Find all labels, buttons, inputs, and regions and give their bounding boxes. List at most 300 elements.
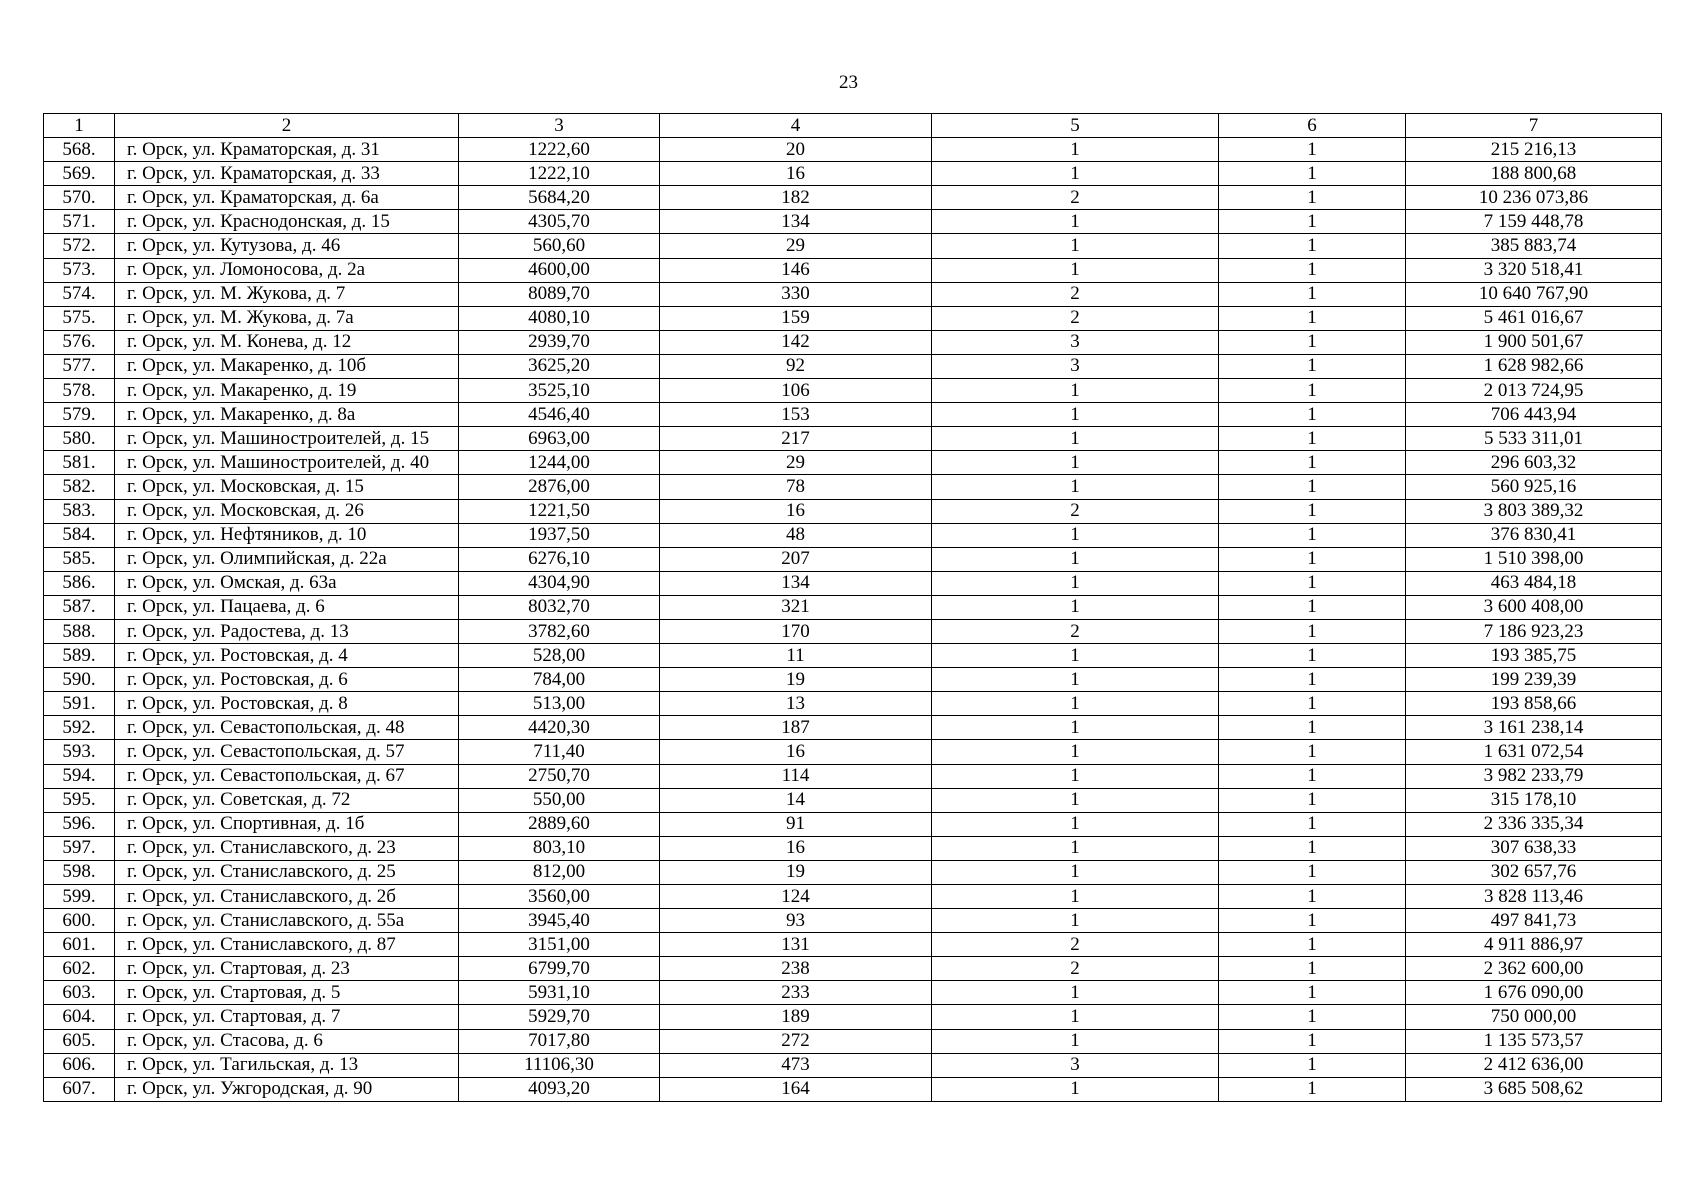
table-row	[44, 1005, 1662, 1029]
cell-area: 4304,90	[459, 571, 660, 595]
cell-col-5: 1	[932, 379, 1219, 403]
table-row	[44, 234, 1662, 258]
table-row	[44, 427, 1662, 451]
table-row	[44, 885, 1662, 909]
table-row	[44, 860, 1662, 884]
cell-col-5: 1	[932, 451, 1219, 475]
table-row	[44, 379, 1662, 403]
table-row	[44, 475, 1662, 499]
cell-row-number: 600.	[44, 909, 115, 933]
cell-col-6: 1	[1219, 716, 1406, 740]
cell-col-5: 1	[932, 885, 1219, 909]
cell-col-6: 1	[1219, 523, 1406, 547]
cell-amount: 5 461 016,67	[1406, 306, 1662, 330]
cell-amount: 2 412 636,00	[1406, 1053, 1662, 1077]
cell-amount: 3 685 508,62	[1406, 1077, 1662, 1101]
cell-amount: 1 135 573,57	[1406, 1029, 1662, 1053]
cell-col-6: 1	[1219, 692, 1406, 716]
cell-col-6: 1	[1219, 1053, 1406, 1077]
cell-col-6: 1	[1219, 162, 1406, 186]
cell-col-5: 1	[932, 692, 1219, 716]
cell-row-number: 597.	[44, 836, 115, 860]
cell-amount: 3 161 238,14	[1406, 716, 1662, 740]
cell-row-number: 598.	[44, 860, 115, 884]
cell-col-6: 1	[1219, 1029, 1406, 1053]
cell-col-5: 1	[932, 162, 1219, 186]
cell-col-6: 1	[1219, 933, 1406, 957]
cell-area: 1244,00	[459, 451, 660, 475]
cell-amount: 3 320 518,41	[1406, 258, 1662, 282]
cell-col-6: 1	[1219, 186, 1406, 210]
cell-row-number: 604.	[44, 1005, 115, 1029]
column-header-4: 4	[660, 114, 932, 138]
cell-address: г. Орск, ул. Московская, д. 15	[115, 475, 459, 499]
table-row	[44, 644, 1662, 668]
cell-amount: 1 631 072,54	[1406, 740, 1662, 764]
cell-residents: 14	[660, 788, 932, 812]
cell-area: 8089,70	[459, 282, 660, 306]
cell-row-number: 599.	[44, 885, 115, 909]
cell-area: 2876,00	[459, 475, 660, 499]
cell-amount: 7 186 923,23	[1406, 619, 1662, 643]
cell-residents: 146	[660, 258, 932, 282]
cell-col-6: 1	[1219, 1077, 1406, 1101]
cell-row-number: 582.	[44, 475, 115, 499]
cell-col-6: 1	[1219, 451, 1406, 475]
cell-residents: 272	[660, 1029, 932, 1053]
column-header-6: 6	[1219, 114, 1406, 138]
table-row	[44, 547, 1662, 571]
cell-address: г. Орск, ул. Стартовая, д. 23	[115, 957, 459, 981]
table-row	[44, 812, 1662, 836]
table-row	[44, 403, 1662, 427]
table-row	[44, 306, 1662, 330]
cell-area: 550,00	[459, 788, 660, 812]
cell-col-5: 1	[932, 764, 1219, 788]
cell-residents: 330	[660, 282, 932, 306]
cell-col-5: 1	[932, 475, 1219, 499]
cell-amount: 3 600 408,00	[1406, 595, 1662, 619]
cell-col-5: 1	[932, 836, 1219, 860]
cell-residents: 114	[660, 764, 932, 788]
table-row	[44, 595, 1662, 619]
cell-residents: 92	[660, 354, 932, 378]
cell-amount: 2 336 335,34	[1406, 812, 1662, 836]
cell-address: г. Орск, ул. Кутузова, д. 46	[115, 234, 459, 258]
cell-row-number: 574.	[44, 282, 115, 306]
cell-residents: 124	[660, 885, 932, 909]
cell-area: 6963,00	[459, 427, 660, 451]
cell-amount: 3 803 389,32	[1406, 499, 1662, 523]
cell-address: г. Орск, ул. Краматорская, д. 6а	[115, 186, 459, 210]
table-row	[44, 957, 1662, 981]
cell-residents: 29	[660, 234, 932, 258]
cell-residents: 20	[660, 138, 932, 162]
cell-area: 1222,10	[459, 162, 660, 186]
cell-residents: 13	[660, 692, 932, 716]
cell-amount: 706 443,94	[1406, 403, 1662, 427]
table-header-row	[44, 114, 1662, 138]
table-row	[44, 162, 1662, 186]
cell-row-number: 586.	[44, 571, 115, 595]
cell-row-number: 607.	[44, 1077, 115, 1101]
cell-row-number: 583.	[44, 499, 115, 523]
cell-amount: 750 000,00	[1406, 1005, 1662, 1029]
cell-col-6: 1	[1219, 547, 1406, 571]
cell-residents: 233	[660, 981, 932, 1005]
cell-area: 5684,20	[459, 186, 660, 210]
cell-row-number: 581.	[44, 451, 115, 475]
cell-residents: 106	[660, 379, 932, 403]
cell-col-5: 3	[932, 1053, 1219, 1077]
cell-amount: 3 982 233,79	[1406, 764, 1662, 788]
cell-residents: 159	[660, 306, 932, 330]
table-row	[44, 1053, 1662, 1077]
cell-col-6: 1	[1219, 957, 1406, 981]
cell-address: г. Орск, ул. Машиностроителей, д. 40	[115, 451, 459, 475]
cell-area: 528,00	[459, 644, 660, 668]
cell-col-6: 1	[1219, 475, 1406, 499]
table-row	[44, 354, 1662, 378]
cell-area: 513,00	[459, 692, 660, 716]
cell-area: 784,00	[459, 668, 660, 692]
column-header-7: 7	[1406, 114, 1662, 138]
cell-col-6: 1	[1219, 981, 1406, 1005]
cell-row-number: 572.	[44, 234, 115, 258]
cell-amount: 188 800,68	[1406, 162, 1662, 186]
cell-address: г. Орск, ул. Тагильская, д. 13	[115, 1053, 459, 1077]
cell-col-5: 1	[932, 547, 1219, 571]
table-row	[44, 186, 1662, 210]
cell-col-5: 1	[932, 812, 1219, 836]
cell-amount: 4 911 886,97	[1406, 933, 1662, 957]
cell-residents: 153	[660, 403, 932, 427]
cell-address: г. Орск, ул. Макаренко, д. 10б	[115, 354, 459, 378]
cell-col-5: 1	[932, 1005, 1219, 1029]
table-row	[44, 571, 1662, 595]
cell-amount: 1 676 090,00	[1406, 981, 1662, 1005]
cell-area: 11106,30	[459, 1053, 660, 1077]
table-row	[44, 499, 1662, 523]
cell-col-5: 1	[932, 716, 1219, 740]
cell-row-number: 603.	[44, 981, 115, 1005]
cell-row-number: 573.	[44, 258, 115, 282]
cell-area: 8032,70	[459, 595, 660, 619]
cell-amount: 193 858,66	[1406, 692, 1662, 716]
cell-col-5: 2	[932, 933, 1219, 957]
cell-col-5: 1	[932, 138, 1219, 162]
cell-residents: 134	[660, 210, 932, 234]
table-row	[44, 836, 1662, 860]
cell-row-number: 580.	[44, 427, 115, 451]
cell-address: г. Орск, ул. Стасова, д. 6	[115, 1029, 459, 1053]
cell-address: г. Орск, ул. Севастопольская, д. 48	[115, 716, 459, 740]
cell-col-6: 1	[1219, 644, 1406, 668]
table-row	[44, 933, 1662, 957]
cell-col-6: 1	[1219, 619, 1406, 643]
column-header-3: 3	[459, 114, 660, 138]
cell-amount: 296 603,32	[1406, 451, 1662, 475]
cell-row-number: 601.	[44, 933, 115, 957]
cell-amount: 7 159 448,78	[1406, 210, 1662, 234]
cell-row-number: 602.	[44, 957, 115, 981]
table-row	[44, 138, 1662, 162]
cell-area: 5929,70	[459, 1005, 660, 1029]
cell-row-number: 569.	[44, 162, 115, 186]
cell-col-5: 1	[932, 740, 1219, 764]
cell-row-number: 576.	[44, 330, 115, 354]
cell-row-number: 595.	[44, 788, 115, 812]
cell-residents: 16	[660, 740, 932, 764]
page-number: 23	[839, 72, 858, 93]
cell-col-6: 1	[1219, 764, 1406, 788]
cell-address: г. Орск, ул. Нефтяников, д. 10	[115, 523, 459, 547]
cell-amount: 3 828 113,46	[1406, 885, 1662, 909]
cell-col-6: 1	[1219, 379, 1406, 403]
cell-address: г. Орск, ул. Станиславского, д. 2б	[115, 885, 459, 909]
cell-row-number: 596.	[44, 812, 115, 836]
cell-residents: 16	[660, 162, 932, 186]
cell-row-number: 591.	[44, 692, 115, 716]
cell-row-number: 578.	[44, 379, 115, 403]
cell-area: 2750,70	[459, 764, 660, 788]
cell-col-6: 1	[1219, 210, 1406, 234]
cell-area: 1221,50	[459, 499, 660, 523]
cell-amount: 215 216,13	[1406, 138, 1662, 162]
cell-area: 560,60	[459, 234, 660, 258]
cell-row-number: 585.	[44, 547, 115, 571]
cell-address: г. Орск, ул. Стартовая, д. 7	[115, 1005, 459, 1029]
table-row	[44, 788, 1662, 812]
cell-address: г. Орск, ул. М. Жукова, д. 7а	[115, 306, 459, 330]
cell-row-number: 577.	[44, 354, 115, 378]
table-row	[44, 909, 1662, 933]
table-row	[44, 282, 1662, 306]
cell-col-5: 1	[932, 860, 1219, 884]
cell-col-5: 1	[932, 403, 1219, 427]
cell-address: г. Орск, ул. Станиславского, д. 55а	[115, 909, 459, 933]
cell-col-5: 2	[932, 306, 1219, 330]
cell-address: г. Орск, ул. Станиславского, д. 87	[115, 933, 459, 957]
cell-row-number: 587.	[44, 595, 115, 619]
cell-area: 7017,80	[459, 1029, 660, 1053]
cell-area: 4546,40	[459, 403, 660, 427]
cell-area: 6276,10	[459, 547, 660, 571]
cell-address: г. Орск, ул. Ростовская, д. 6	[115, 668, 459, 692]
cell-col-6: 1	[1219, 354, 1406, 378]
cell-residents: 19	[660, 668, 932, 692]
cell-residents: 134	[660, 571, 932, 595]
cell-residents: 321	[660, 595, 932, 619]
cell-col-6: 1	[1219, 860, 1406, 884]
cell-residents: 170	[660, 619, 932, 643]
cell-residents: 48	[660, 523, 932, 547]
cell-address: г. Орск, ул. М. Конева, д. 12	[115, 330, 459, 354]
table-row	[44, 716, 1662, 740]
cell-row-number: 588.	[44, 619, 115, 643]
cell-area: 3625,20	[459, 354, 660, 378]
table-row	[44, 668, 1662, 692]
cell-residents: 78	[660, 475, 932, 499]
cell-amount: 307 638,33	[1406, 836, 1662, 860]
cell-area: 3945,40	[459, 909, 660, 933]
cell-col-5: 2	[932, 186, 1219, 210]
cell-col-6: 1	[1219, 330, 1406, 354]
cell-address: г. Орск, ул. Севастопольская, д. 57	[115, 740, 459, 764]
cell-area: 4080,10	[459, 306, 660, 330]
cell-address: г. Орск, ул. Радостева, д. 13	[115, 619, 459, 643]
cell-col-6: 1	[1219, 740, 1406, 764]
table-row	[44, 523, 1662, 547]
cell-col-5: 1	[932, 210, 1219, 234]
cell-amount: 10 236 073,86	[1406, 186, 1662, 210]
cell-col-6: 1	[1219, 427, 1406, 451]
table-row	[44, 740, 1662, 764]
cell-address: г. Орск, ул. Пацаева, д. 6	[115, 595, 459, 619]
cell-col-6: 1	[1219, 258, 1406, 282]
cell-col-5: 2	[932, 957, 1219, 981]
cell-col-6: 1	[1219, 571, 1406, 595]
cell-area: 812,00	[459, 860, 660, 884]
cell-residents: 91	[660, 812, 932, 836]
cell-address: г. Орск, ул. Омская, д. 63а	[115, 571, 459, 595]
cell-residents: 11	[660, 644, 932, 668]
cell-area: 3151,00	[459, 933, 660, 957]
cell-address: г. Орск, ул. Макаренко, д. 8а	[115, 403, 459, 427]
cell-col-6: 1	[1219, 306, 1406, 330]
cell-address: г. Орск, ул. Ломоносова, д. 2а	[115, 258, 459, 282]
cell-col-5: 2	[932, 282, 1219, 306]
cell-amount: 5 533 311,01	[1406, 427, 1662, 451]
cell-row-number: 590.	[44, 668, 115, 692]
cell-area: 1222,60	[459, 138, 660, 162]
cell-residents: 164	[660, 1077, 932, 1101]
table-row	[44, 330, 1662, 354]
cell-col-6: 1	[1219, 788, 1406, 812]
cell-col-6: 1	[1219, 403, 1406, 427]
cell-address: г. Орск, ул. Станиславского, д. 23	[115, 836, 459, 860]
cell-amount: 302 657,76	[1406, 860, 1662, 884]
table-row	[44, 981, 1662, 1005]
cell-area: 4305,70	[459, 210, 660, 234]
cell-col-6: 1	[1219, 885, 1406, 909]
cell-col-5: 2	[932, 619, 1219, 643]
cell-residents: 131	[660, 933, 932, 957]
cell-col-5: 1	[932, 668, 1219, 692]
cell-amount: 376 830,41	[1406, 523, 1662, 547]
cell-address: г. Орск, ул. Советская, д. 72	[115, 788, 459, 812]
data-table	[43, 113, 1662, 1102]
cell-area: 3782,60	[459, 619, 660, 643]
cell-col-5: 1	[932, 981, 1219, 1005]
cell-amount: 199 239,39	[1406, 668, 1662, 692]
cell-residents: 238	[660, 957, 932, 981]
cell-row-number: 579.	[44, 403, 115, 427]
cell-amount: 560 925,16	[1406, 475, 1662, 499]
cell-col-6: 1	[1219, 138, 1406, 162]
cell-residents: 16	[660, 499, 932, 523]
cell-residents: 142	[660, 330, 932, 354]
cell-amount: 463 484,18	[1406, 571, 1662, 595]
cell-col-5: 1	[932, 1077, 1219, 1101]
cell-col-6: 1	[1219, 909, 1406, 933]
cell-amount: 193 385,75	[1406, 644, 1662, 668]
table-row	[44, 764, 1662, 788]
cell-address: г. Орск, ул. Олимпийская, д. 22а	[115, 547, 459, 571]
cell-amount: 497 841,73	[1406, 909, 1662, 933]
cell-col-5: 1	[932, 234, 1219, 258]
cell-residents: 16	[660, 836, 932, 860]
cell-residents: 19	[660, 860, 932, 884]
cell-row-number: 570.	[44, 186, 115, 210]
table-row	[44, 692, 1662, 716]
cell-address: г. Орск, ул. Станиславского, д. 25	[115, 860, 459, 884]
cell-residents: 189	[660, 1005, 932, 1029]
cell-address: г. Орск, ул. Севастопольская, д. 67	[115, 764, 459, 788]
cell-address: г. Орск, ул. Спортивная, д. 1б	[115, 812, 459, 836]
cell-col-5: 1	[932, 1029, 1219, 1053]
cell-col-5: 1	[932, 571, 1219, 595]
cell-col-6: 1	[1219, 1005, 1406, 1029]
cell-area: 2889,60	[459, 812, 660, 836]
table-row	[44, 258, 1662, 282]
cell-address: г. Орск, ул. Макаренко, д. 19	[115, 379, 459, 403]
cell-area: 4093,20	[459, 1077, 660, 1101]
cell-address: г. Орск, ул. Краматорская, д. 33	[115, 162, 459, 186]
cell-row-number: 584.	[44, 523, 115, 547]
cell-address: г. Орск, ул. Ужгородская, д. 90	[115, 1077, 459, 1101]
cell-residents: 187	[660, 716, 932, 740]
table-body	[44, 138, 1662, 1102]
cell-area: 711,40	[459, 740, 660, 764]
cell-amount: 1 628 982,66	[1406, 354, 1662, 378]
cell-residents: 473	[660, 1053, 932, 1077]
cell-col-5: 1	[932, 427, 1219, 451]
cell-col-6: 1	[1219, 812, 1406, 836]
cell-amount: 2 362 600,00	[1406, 957, 1662, 981]
cell-amount: 385 883,74	[1406, 234, 1662, 258]
cell-col-5: 1	[932, 909, 1219, 933]
cell-amount: 10 640 767,90	[1406, 282, 1662, 306]
cell-row-number: 594.	[44, 764, 115, 788]
cell-address: г. Орск, ул. Ростовская, д. 4	[115, 644, 459, 668]
table-row	[44, 1029, 1662, 1053]
cell-residents: 93	[660, 909, 932, 933]
cell-amount: 1 510 398,00	[1406, 547, 1662, 571]
cell-row-number: 571.	[44, 210, 115, 234]
cell-residents: 182	[660, 186, 932, 210]
table-row	[44, 1077, 1662, 1101]
cell-area: 6799,70	[459, 957, 660, 981]
cell-col-6: 1	[1219, 836, 1406, 860]
cell-area: 4420,30	[459, 716, 660, 740]
cell-row-number: 606.	[44, 1053, 115, 1077]
cell-col-5: 3	[932, 354, 1219, 378]
cell-area: 1937,50	[459, 523, 660, 547]
cell-residents: 207	[660, 547, 932, 571]
cell-col-5: 1	[932, 644, 1219, 668]
cell-residents: 217	[660, 427, 932, 451]
cell-address: г. Орск, ул. Краматорская, д. 31	[115, 138, 459, 162]
cell-area: 803,10	[459, 836, 660, 860]
column-header-1: 1	[44, 114, 115, 138]
cell-area: 5931,10	[459, 981, 660, 1005]
cell-amount: 1 900 501,67	[1406, 330, 1662, 354]
column-header-2: 2	[115, 114, 459, 138]
cell-row-number: 589.	[44, 644, 115, 668]
cell-address: г. Орск, ул. Ростовская, д. 8	[115, 692, 459, 716]
cell-col-5: 3	[932, 330, 1219, 354]
